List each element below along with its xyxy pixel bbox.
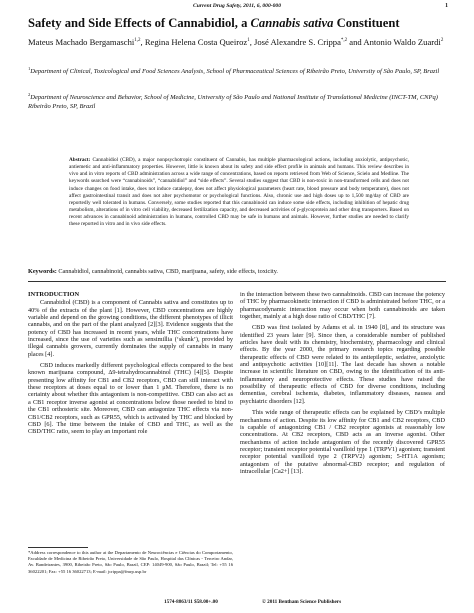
paragraph: This wide range of therapeutic effects can be explained by CBD’s multiple mechanisms of action. Despite its low affinity for CB1 and CB2 receptors, CBD is capable of antagonizing CB1 / CB2 receptor agonists at reasonably low concentrations. At CB2 receptors, CBD acts as an inverse agonist. Other mechanisms of action include antagonism of the recently discovered GPR55 receptor; transient receptor potential vanilloid type 1 (TRPV1) agonism; transient receptor potential vanilloid type 2 (TRPV2) agonism; 5-HT1A agonism; antagonism of the putative abnormal-CBD receptor; and regulation of intracellular [Ca2+] [13]. <box>240 409 445 475</box>
abstract-label: Abstract: <box>69 157 91 163</box>
section-divider <box>28 281 446 282</box>
right-column <box>240 291 445 475</box>
author-name: , José Alexandre S. Crippa <box>249 36 341 47</box>
paragraph: in the interaction between these two cannabinoids. CBD can increase the potency of THC by pharmacokinetic interaction if CBD is administrated before THC, or a pharmacodynamic interaction may occur when both cannabinoids are taken together, mainly at a high dose ratio of CBD/THC [7]. <box>240 291 445 321</box>
correspondence-footnote: *Address correspondence to this author at the Departamento de Neurociências e Ciências do Comportamento, Faculdade de Medicina de Ribeirão Preto, Universidade de São Paulo, Hospital das Clínicas - Terceiro Andar, Av. Bandeirantes, 3900, Ribeirão Preto, São Paulo, Brazil, CEP: 14049-900, São Paulo, Brazil; Tel: +55 16 36022201; Fax: +55 16 36022713; E-mail: jcrippa@fmrp.usp.br <box>28 550 233 574</box>
author-name: , Regina Helena Costa Queiroz <box>140 36 248 47</box>
author-name: Mateus Machado Bergamaschi <box>28 36 135 47</box>
affiliation-text: Department of Neuroscience and Behavior, School of Medicine, University of São Paulo and National Institute of Translational Medicine (INCT-TM, CNPq) Ribeirão Preto, SP, Brazil <box>28 94 438 110</box>
keywords <box>28 268 450 275</box>
footer-publisher: © 2011 Bentham Science Publishers <box>262 599 342 605</box>
keywords-text: Cannabidiol, cannabinoid, cannabis sativa, CBD, marijuana, safety, side effects, toxicity. <box>56 268 278 275</box>
section-heading-introduction: INTRODUCTION <box>28 291 80 298</box>
author-affiliation-mark: 1 <box>247 38 250 43</box>
author-affiliation-mark: *,2 <box>340 38 348 43</box>
paragraph: CBD induces markedly different psychological effects compared to the best known marijuana compound, Δ9-tetrahydrocannabinol (THC) [4][5]. Despite presenting low affinity for CB1 and CB2 receptors, CBD can still interact with these receptors at doses equal to or lower than 1 μM. Therefore, there is no certainty about whether this antagonism is non-competitive. CBD can also act as a CB1 receptor inverse agonist at concentrations below those needed to bind to the CB1 orthosteric site. Moreover, CBD can antagonize THC effects via non-CB1/CB2 receptors, such as GPR55, which is activated by THC and blocked by CBD [6]. The time between the intake of CBD and THC, as well as the CBD/THC ratio, seem to play an important role <box>28 362 233 436</box>
title-prefix: Safety and Side Effects of Cannabidiol, a <box>28 16 251 30</box>
affiliation-2 <box>28 91 450 111</box>
author-list <box>28 35 448 48</box>
footer-issn: 1574-8863/11 $58.00+.00 <box>164 599 218 605</box>
footnote-divider <box>28 547 88 548</box>
author-affiliation-mark: 2 <box>440 38 444 43</box>
author-affiliation-mark: 1,2 <box>134 38 141 43</box>
left-column <box>28 291 233 436</box>
paragraph: CBD was first isolated by Adams et al. in 1940 [8], and its structure was identified 23 years later [9]. Since then, a considerable number of published articles have dealt with its chemistry, biochemistry, pharmacology and clinical effects. By the year 2000, the primary research topics regarding possible therapeutic effects of CBD were related to its antiepileptic, sedative, anxiolytic and antipsychotic activities [10][11]. The last decade has shown a notable increase in scientific literature on CBD, owing to the identification of its anti-inflammatory and neuroprotective effects. These studies have raised the possibility of therapeutic effects of CBD for diverse conditions, including dementias, cerebral ischemia, diabetes, inflammatory diseases, nausea and psychiatric disorders [12]. <box>240 324 445 405</box>
paragraph: Cannabidiol (CBD) is a component of Cannabis sativa and constitutes up to 40% of the extracts of the plant [1]. However, CBD concentrations are highly variable and depend on the growing conditions, the different phenotypes of illicit cannabis, and on the part of the plant analyzed [2][3]. Evidence suggests that the potency of CBD has increased in recent years, while THC concentrations have increased, since the use of varieties such as sensimillia (‘skunk’), provided by illegal cannabis growers, currently dominates the supply of cannabis in many places [4]. <box>28 299 233 358</box>
title-suffix: Constituent <box>333 16 400 30</box>
title-species: Cannabis sativa <box>250 16 334 30</box>
affiliation-1 <box>28 65 450 77</box>
abstract <box>69 157 409 229</box>
affiliation-text: Department of Clinical, Toxicological and Food Sciences Analysis, School of Pharmaceutical Sciences of Ribeirão Preto, University of São Paulo, SP, Brazil <box>30 68 440 76</box>
page-number: 1 <box>445 3 448 9</box>
author-name: and Antonio Waldo Zuardi <box>347 36 441 47</box>
journal-reference: Current Drug Safety, 2011, 6, 000-000 <box>192 3 282 9</box>
article-title <box>28 16 448 31</box>
keywords-label: Keywords: <box>28 268 57 275</box>
abstract-text: Cannabidiol (CBD), a major nonpsychotropic constituent of Cannabis, has multiple pharmacological actions, including anxiolytic, antipsychotic, antiemetic and anti-inflammatory properties. However, little is known about its safety and side effect profile in animals and humans. This review describes in vivo and in vitro reports of CBD administration across a wide range of concentrations, based on reports retrieved from Web of Science, Scielo and Medline. The keywords searched were “cannabinoids”, “cannabidiol” and “side effects”. Several studies suggest that CBD is non-toxic in non-transformed cells and does not induce changes on food intake, does not induce catalepsy, does not affect physiological parameters (heart rate, blood pressure and body temperature), does not affect gastrointestinal transit and does not alter psychomotor or psychological functions. Also, chronic use and high doses up to 1,500 mg/day of CBD are reportedly well tolerated in humans. Conversely, some studies reported that this cannabinoid can induce some side effects, including inhibition of hepatic drug metabolism, alterations of in vitro cell viability, decreased fertilization capacity, and decreased activities of p-glycoprotein and other drug transporters. Based on recent advances in cannabinoid administration in humans, controlled CBD may be safe in humans and animals. However, further studies are needed to clarify these reported in vitro and in vivo side effects. <box>69 157 409 228</box>
affiliation-mark: 2 <box>28 92 31 97</box>
affiliation-mark: 1 <box>28 66 31 71</box>
